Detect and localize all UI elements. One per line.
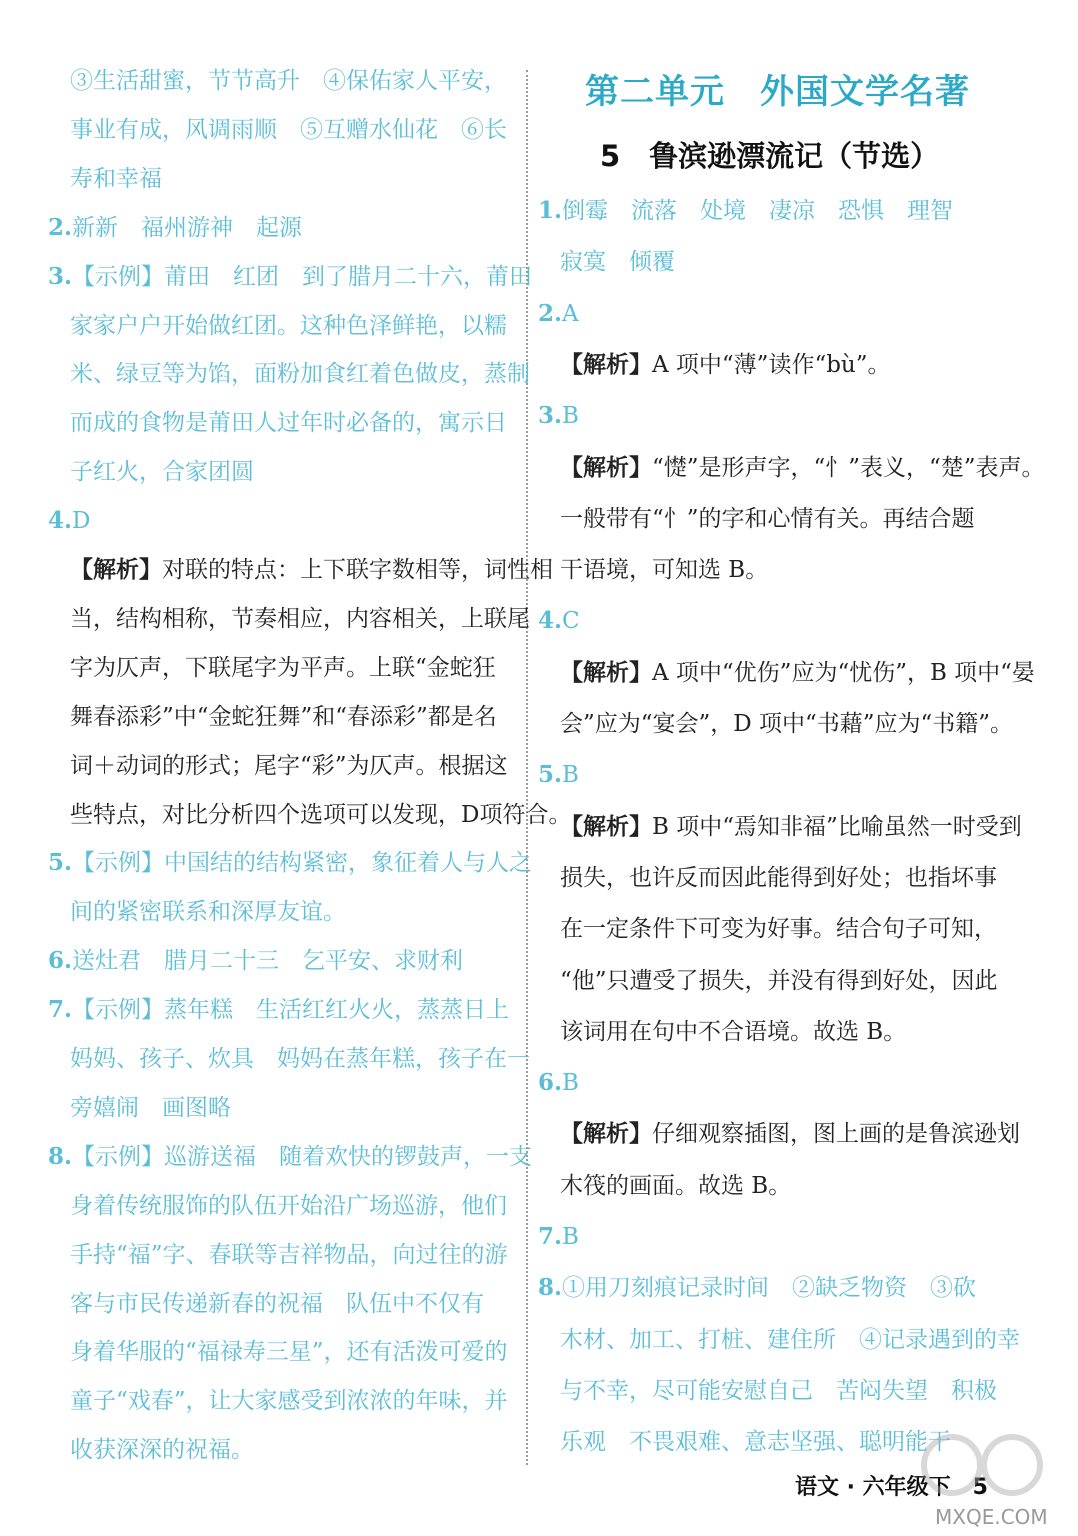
- line-text: 客与市民传递新春的祝福 队伍中不仅有: [70, 1290, 484, 1317]
- text-line: [48, 66, 507, 96]
- text-line: [48, 311, 507, 341]
- line-text: 乐观 不畏艰难、意志坚强、聪明能干: [560, 1429, 951, 1456]
- text-line: [48, 1386, 508, 1416]
- text-line: [538, 606, 580, 636]
- line-text: 寂寞 倾覆: [560, 249, 675, 276]
- text-line: [538, 709, 1013, 739]
- text-line: [48, 1044, 530, 1074]
- line-text: 当，结构相称，节奏相应，内容相关，上联尾: [70, 605, 530, 632]
- answer-tag: 【示例】: [72, 997, 165, 1024]
- answer-tag: 【解析】: [70, 556, 162, 583]
- question-number: 2.: [48, 213, 73, 241]
- question-number: 4.: [538, 607, 563, 635]
- text-line: [48, 408, 507, 438]
- question-number: 6.: [48, 947, 73, 975]
- line-text: 新新 福州游神 起源: [72, 214, 303, 241]
- line-text: A 项中“优伤”应为“忧伤”，B 项中“晏: [652, 659, 1035, 686]
- answer-tag: 【解析】: [560, 812, 652, 840]
- text-line: [538, 1068, 579, 1098]
- text-line: [538, 1376, 997, 1406]
- line-text: 木材、加工、打桩、建住所 ④记录遇到的幸: [560, 1326, 1020, 1353]
- text-line: [48, 457, 254, 487]
- question-number: 7.: [538, 1223, 563, 1250]
- text-line: [538, 247, 675, 277]
- unit-title: 第二单元 外国文学名著: [585, 72, 970, 112]
- question-number: 2.: [538, 299, 563, 327]
- text-line: [48, 946, 463, 976]
- line-text: 手持“福”字、春联等吉祥物品，向过往的游: [70, 1241, 508, 1268]
- text-line: [538, 966, 998, 996]
- text-line: [48, 1435, 254, 1465]
- line-text: 在一定条件下可变为好事。结合句子可知，: [560, 916, 997, 943]
- question-number: 8.: [48, 1142, 73, 1170]
- line-text: 些特点，对比分析四个选项可以发现，D项符合。: [70, 801, 572, 828]
- text-line: [538, 812, 1022, 842]
- line-text: C: [562, 608, 580, 635]
- answer-tag: 【示例】: [72, 263, 165, 290]
- text-line: [538, 504, 975, 534]
- question-number: 6.: [538, 1069, 563, 1097]
- line-text: 对联的特点：上下联字数相等，词性相: [162, 557, 553, 583]
- question-number: 7.: [48, 996, 73, 1024]
- line-text: B: [562, 1224, 579, 1250]
- line-text: 舞春添彩”中“金蛇狂舞”和“春添彩”都是名: [70, 703, 497, 730]
- line-text: 米、绿豆等为馅，面粉加食红着色做皮，蒸制: [70, 361, 530, 388]
- line-text: 损失，也许反而因此能得到好处；也指坏事: [560, 864, 997, 891]
- line-text: 该词用在句中不合语境。故选 B。: [560, 1018, 907, 1045]
- line-text: B: [562, 1070, 579, 1097]
- text-line: [538, 1119, 1020, 1149]
- line-text: “憷”是形声字，“忄”表义，“楚”表声。: [652, 454, 1045, 481]
- line-text: 干语境，可知选 B。: [560, 557, 769, 584]
- text-line: [48, 1337, 508, 1367]
- text-line: [48, 1142, 532, 1172]
- text-line: [48, 115, 507, 145]
- text-line: [538, 914, 997, 944]
- text-line: [48, 506, 90, 536]
- text-line: [538, 299, 579, 329]
- text-line: [538, 1427, 951, 1457]
- text-line: [538, 1222, 579, 1252]
- question-number: 3.: [538, 402, 563, 430]
- line-text: 寿和幸福: [70, 165, 162, 192]
- text-line: [48, 848, 532, 878]
- line-text: B: [562, 762, 579, 789]
- text-line: [48, 800, 571, 830]
- text-line: [538, 350, 891, 380]
- line-text: 而成的食物是莆田人过年时必备的，寓示日: [70, 410, 507, 437]
- text-line: [538, 453, 1045, 483]
- question-number: 4.: [48, 507, 73, 535]
- line-text: ①用刀刻痕记录时间 ②缺乏物资 ③砍: [562, 1275, 977, 1302]
- line-text: 送灶君 腊月二十三 乞平安、求财利: [72, 948, 464, 975]
- text-line: [48, 604, 530, 634]
- line-text: 身着传统服饰的队伍开始沿广场巡游，他们: [70, 1192, 507, 1219]
- line-text: 木筏的画面。故选 B。: [560, 1172, 792, 1199]
- line-text: 会”应为“宴会”，D 项中“书藉”应为“书籍”。: [560, 711, 1014, 737]
- text-line: [538, 1273, 976, 1303]
- answer-tag: 【解析】: [560, 658, 652, 686]
- line-text: 莆田 红团 到了腊月二十六，莆田: [164, 263, 533, 290]
- line-text: 子红火，合家团圆: [70, 459, 254, 486]
- line-text: 间的紧密联系和深厚友谊。: [70, 899, 346, 926]
- line-text: B: [562, 403, 579, 430]
- text-line: [48, 751, 508, 781]
- question-number: 5.: [538, 761, 563, 789]
- line-text: 中国结的结构紧密，象征着人与人之: [164, 850, 533, 877]
- text-line: [48, 1191, 507, 1221]
- text-line: [538, 401, 579, 431]
- line-text: 词＋动词的形式；尾字“彩”为仄声。根据这: [70, 752, 508, 779]
- line-text: 事业有成，风调雨顺 ⑤互赠水仙花 ⑥长: [70, 116, 507, 143]
- text-line: [538, 1017, 906, 1047]
- line-text: 字为仄声，下联尾字为平声。上联“金蛇狂: [70, 654, 496, 681]
- question-number: 3.: [48, 262, 73, 290]
- text-line: [48, 164, 162, 194]
- line-text: 旁嬉闹 画图略: [70, 1094, 231, 1121]
- text-line: [48, 653, 496, 683]
- text-line: [48, 213, 302, 243]
- text-line: [538, 658, 1035, 688]
- question-number: 1.: [538, 197, 563, 224]
- text-line: [538, 863, 997, 893]
- answer-tag: 【解析】: [560, 350, 652, 378]
- lesson-title: 5 鲁滨逊漂流记（节选）: [600, 139, 940, 173]
- line-text: “他”只遭受了损失，并没有得到好处，因此: [560, 967, 998, 994]
- answer-tag: 【示例】: [72, 850, 165, 877]
- text-line: [48, 262, 532, 292]
- line-text: 妈妈、孩子、炊具 妈妈在蒸年糕，孩子在一: [70, 1046, 530, 1072]
- answer-tag: 【解析】: [560, 1120, 652, 1148]
- line-text: 巡游送福 随着欢快的锣鼓声，一支: [164, 1143, 533, 1170]
- text-line: [48, 1289, 484, 1319]
- question-number: 5.: [48, 849, 73, 877]
- text-line: [538, 555, 768, 585]
- line-text: 倒霉 流落 处境 凄凉 恐惧 理智: [562, 198, 954, 224]
- line-text: ③生活甜蜜，节节高升 ④保佑家人平安，: [70, 68, 507, 94]
- page-footer: 语文 · 六年级下 5: [795, 1475, 988, 1500]
- line-text: 一般带有“忄”的字和心情有关。再结合题: [560, 505, 975, 532]
- line-text: 与不幸，尽可能安慰自己 苦闷失望 积极: [560, 1377, 997, 1404]
- text-line: [48, 995, 509, 1025]
- text-line: [538, 760, 579, 790]
- line-text: 收获深深的祝福。: [70, 1437, 254, 1464]
- answer-tag: 【示例】: [72, 1143, 165, 1170]
- text-line: [538, 196, 953, 226]
- line-text: B 项中“焉知非福”比喻虽然一时受到: [652, 813, 1022, 840]
- watermark-text: MXQE.COM: [935, 1505, 1048, 1529]
- text-line: [48, 1093, 231, 1123]
- line-text: 家家户户开始做红团。这种色泽鲜艳，以糯: [70, 312, 507, 339]
- text-line: [48, 897, 346, 927]
- text-line: [48, 359, 530, 389]
- text-line: [538, 1171, 791, 1201]
- line-text: A: [562, 300, 579, 327]
- text-line: [48, 555, 553, 585]
- text-line: [48, 702, 497, 732]
- line-text: A 项中“薄”读作“bù”。: [652, 351, 891, 378]
- question-number: 8.: [538, 1274, 563, 1302]
- text-line: [538, 1325, 1020, 1355]
- line-text: 身着华服的“福禄寿三星”，还有活泼可爱的: [70, 1339, 508, 1366]
- line-text: 仔细观察插图，图上画的是鲁滨逊划: [652, 1121, 1020, 1148]
- line-text: 童子“戏春”，让大家感受到浓浓的年味，并: [70, 1388, 508, 1415]
- line-text: 蒸年糕 生活红红火火，蒸蒸日上: [164, 997, 510, 1024]
- line-text: D: [72, 508, 91, 535]
- text-line: [48, 1240, 508, 1270]
- answer-tag: 【解析】: [560, 453, 652, 481]
